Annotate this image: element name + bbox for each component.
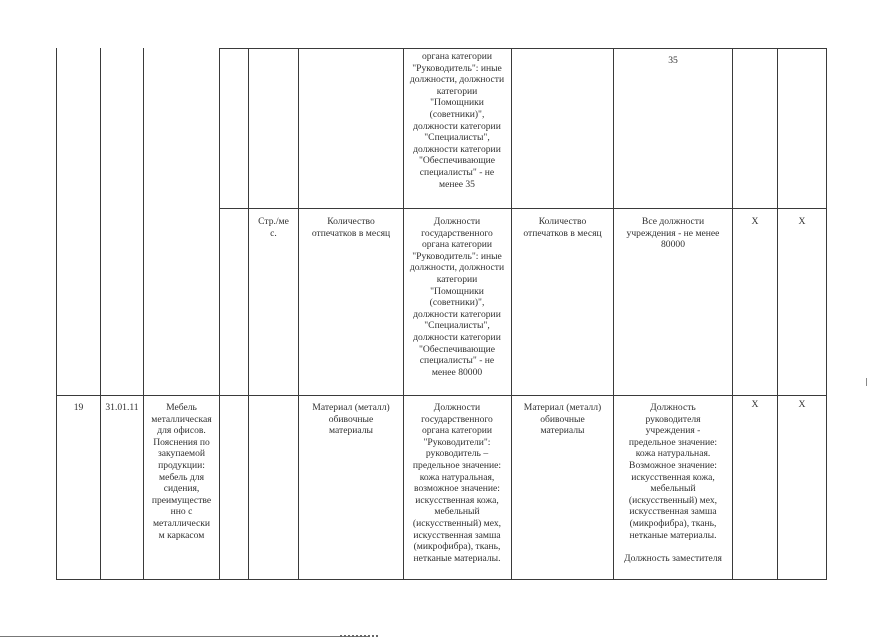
continuation-requirement-cell: органа категории "Руководитель": иные должности, должности категории "Помощники (советники)", должности категории "Специалисты", должности категории "Обеспечивающие специалисты" - не менее 35 <box>409 51 505 190</box>
prints-x2-cell: Х <box>798 216 806 227</box>
table-col-line <box>219 48 220 580</box>
prints-x1-cell: Х <box>751 216 759 227</box>
table-row-line <box>219 208 827 209</box>
table-col-line <box>298 48 299 580</box>
scan-bottom-dots <box>340 635 380 637</box>
table-col-line <box>248 48 249 580</box>
row19-characteristic-cell: Материал (металл) обивочные материалы <box>312 402 390 437</box>
scan-edge-mark <box>866 378 867 386</box>
prints-unit-cell: Стр./ме с. <box>258 216 289 239</box>
prints-characteristic2-cell: Количество отпечатков в месяц <box>523 216 602 239</box>
table-col-line <box>732 48 733 580</box>
prints-position-cell: Должности государственного органа категории "Руководитель": иные должности, должности категории "Помощники (советники)", должности категории "Специалисты", должности категории "Обеспечивающие специалисты" - не менее 80000 <box>409 216 505 378</box>
row19-value-cell: Должность руководителя учреждения - предельное значение: кожа натуральная. Возможное значение: искусственная кожа, мебельный (искусственный) мех, искусственная замша (микрофибра), ткань, нетканые материалы. Должность заместителя <box>624 402 722 564</box>
table-border-left <box>56 48 57 580</box>
continuation-value-cell: 35 <box>668 55 678 66</box>
table-border-right <box>826 48 827 580</box>
row19-x1-cell: Х <box>751 399 759 410</box>
row19-number-cell: 19 <box>73 402 84 413</box>
row19-characteristic2-cell: Материал (металл) обивочные материалы <box>523 402 602 437</box>
table-row-line <box>219 48 827 49</box>
table-col-line <box>511 48 512 580</box>
row19-position-cell: Должности государственного органа категории "Руководители": руководитель – предельное значение: кожа натуральная, возможное значение: искусственная кожа, мебельный (искусственный) мех, искусственная замша (микрофибра), ткань, нетканые материалы. <box>412 402 502 564</box>
prints-characteristic-cell: Количество отпечатков в месяц <box>311 216 391 239</box>
table-col-line <box>777 48 778 580</box>
table-border-bottom <box>56 579 827 580</box>
table-row-line <box>56 395 827 396</box>
prints-value-cell: Все должности учреждения - не менее 80000 <box>626 216 720 251</box>
row19-x2-cell: Х <box>798 399 806 410</box>
row19-code-cell: 31.01.11 <box>105 402 139 413</box>
row19-name-cell: Мебель металлическая для офисов. Пояснения по закупаемой продукции: мебель для сидения, преимуществе нно с металлически м каркасом <box>151 402 212 541</box>
scan-bottom-rule <box>0 636 370 637</box>
table-col-line <box>100 48 101 580</box>
